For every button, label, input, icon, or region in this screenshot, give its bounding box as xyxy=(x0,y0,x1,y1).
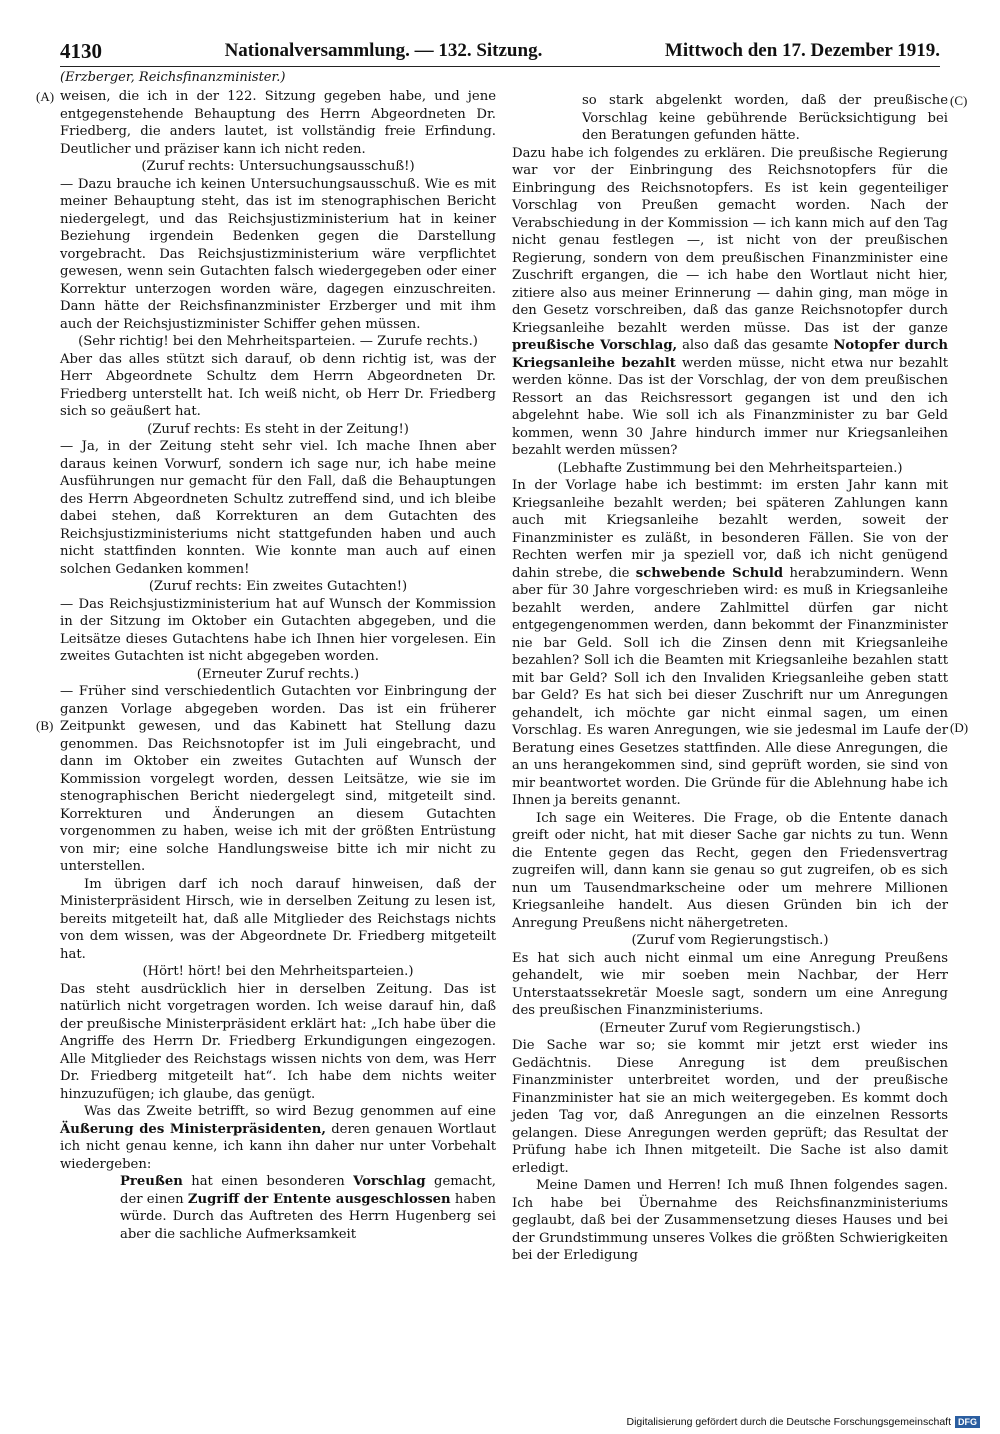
paragraph xyxy=(512,477,948,810)
paragraph: — Dazu brauche ich keinen Untersuchungsausschuß. Wie es mit meiner Behauptung steht, das ist im stenographischen Bericht niedergelegt, und das Reichsjustizministerium hat in keiner Beziehung irgendein Bedenken gegen die Darstellung vorgebracht. Das Reichsjustizministerium wäre verpflichtet gewesen, wenn sein Gutachten falsch wiedergegeben oder einer Korrektur unterzogen worden wäre, dagegen einzuschreiten. Dann hätte der Reichsfinanzminister Erzberger und mit ihm auch der Reichsjustizminister Schiffer gehen müssen. xyxy=(60,176,496,332)
dfg-logo: DFG xyxy=(955,1416,980,1428)
margin-marker-d: (D) xyxy=(950,720,969,735)
digitization-credit xyxy=(626,1416,980,1428)
text-run: werden müsse, nicht etwa nur bezahlt werden könne. Das ist der Vorschlag, der von dem preußischen Ressort an das Reichsressort gegangen ist und den ich abgelehnt habe. Wie soll ich als Finanzminister zu bar Geld kommen, wenn 30 Jahre hindurch immer nur Kriegsanleihen bezahlt werden müssen? xyxy=(512,355,948,458)
text-run: Was das Zweite betrifft, so wird Bezug genommen auf eine xyxy=(84,1104,496,1119)
interjection: (Hört! hört! bei den Mehrheitsparteien.) xyxy=(142,964,414,979)
text-run: herabzumindern. Wenn aber für 30 Jahre vorgeschrieben wird: es muß in Kriegsanleihe bezahlt werden, andere Zahlmittel dürfen gar nicht entgegengenommen werden, dann bekommt der Finanzminister nie bar Geld. Soll ich die Zinsen denn mit Kriegsanleihe bezahlen? Soll ich die Beamten mit Kriegsanleihe bezahlen statt mit bar Geld? Soll ich den Invaliden Kriegsanleihe geben statt bar Geld? Es hat sich bei dieser Zuschrift nur um Anregungen gehandelt, ich möchte gar nicht einmal sagen, um einen Vorschlag. Es waren Anregungen, wie sie jedesmal im Laufe der Beratung eines Gesetzes stattfinden. Alle diese Anregungen, die an uns herangekommen sind, sind geprüft worden, sie sind von mir beantwortet worden. Die Gründe für die Ablehnung habe ich Ihnen ja bereits genannt. xyxy=(512,565,948,808)
interjection: (Lebhafte Zustimmung bei den Mehrheitsparteien.) xyxy=(557,460,903,476)
credit-text: Digitalisierung gefördert durch die Deutsche Forschungsgemeinschaft xyxy=(626,1416,951,1428)
margin-marker-b: (B) xyxy=(36,718,54,733)
margin-marker-c: (C) xyxy=(950,93,968,108)
paragraph xyxy=(512,145,948,460)
paragraph: — Ja, in der Zeitung steht sehr viel. Ich mache Ihnen aber daraus keinen Vorwurf, sondern ich sage nur, ich habe meine Ausführungen nur gemacht für den Fall, daß die Behauptungen des Herrn Abgeordneten Schultz zutreffend sind, und ich bleibe dabei stehen, daß Korrekturen an dem Gutachten des Reichsjustizministeriums nicht stattgefunden haben und auch nicht stattfinden konnten. Wie konnte man auch auf einen solchen Gedanken kommen! xyxy=(60,439,496,577)
header-title: Nationalversammlung. — 132. Sitzung. xyxy=(224,40,543,61)
text-run: gemacht, der einen xyxy=(120,1174,497,1207)
text-run: Dazu habe ich folgendes zu erklären. Die preußische Regierung war vor der Einbringung des Reichsnotopfers für die Einbringung des Reichsnotopfers. Es ist kein gegenteiliger Vorschlag von Preußen gemacht worden. Nach der Verabschiedung in der Kommission — ich kann mich auf den Tag nicht genau festlegen —, ist nicht von der preußischen Regierung, sondern von dem preußischen Finanzminister eine Zuschrift ergangen, die — ich habe den Wortlaut nicht hier, zitiere also aus meiner Erinnerung — dahin ging, man möge in den Gesetz vorschreiben, daß das ganze Reichsnotopfer durch Kriegsanleihe bezahlt werden müsse. Das ist der ganze xyxy=(512,145,948,336)
interjection: (Zuruf rechts: Untersuchungsausschuß!) xyxy=(141,159,415,174)
paragraph: Im übrigen darf ich noch darauf hinweisen, daß der Ministerpräsident Hirsch, wie in derselben Zeitung zu lesen ist, bereits mitgeteilt hat, daß alle Mitglieder des Reichstags nichts von dem wissen, was der Abgeordnete Dr. Friedberg mitgeteilt hat. xyxy=(60,876,496,962)
emphasis-text: Zugriff der Entente ausgeschlossen xyxy=(187,1191,451,1207)
emphasis-text: Preußen xyxy=(120,1174,183,1189)
interjection: (Erneuter Zuruf vom Regierungstisch.) xyxy=(599,1020,861,1036)
interjection: (Zuruf rechts: Es steht in der Zeitung!) xyxy=(147,421,409,437)
page-header xyxy=(60,36,940,67)
emphasis-text: Vorschlag xyxy=(353,1174,426,1189)
header-date: Mittwoch den 17. Dezember 1919. xyxy=(664,40,940,61)
interjection: (Zuruf rechts: Ein zweites Gutachten!) xyxy=(148,579,408,594)
paragraph: Meine Damen und Herren! Ich muß Ihnen folgendes sagen. Ich habe bei Übernahme des Reichsfinanzministeriums geglaubt, daß bei der Zusammensetzung dieses Hauses und bei der Grundstimmung unseres Volkes die größten Schwierigkeiten bei der Erledigung xyxy=(512,1178,948,1263)
interjection: (Erneuter Zuruf rechts.) xyxy=(196,666,360,682)
left-column xyxy=(60,88,496,1243)
paragraph: Aber das alles stützt sich darauf, ob denn richtig ist, was der Herr Abgeordnete Schultz dem Herrn Abgeordneten Dr. Friedberg unterstellt hat. Ich weiß nicht, ob Herr Dr. Friedberg sich so geäußert hat. xyxy=(60,351,496,419)
emphasis-text: schwebende Schuld xyxy=(635,565,784,581)
text-run: deren genauen Wortlaut ich nicht genau kenne, ich kann ihn daher nur unter Vorbehalt wiedergeben: xyxy=(60,1121,496,1172)
right-column xyxy=(512,92,948,1265)
margin-marker-a: (A) xyxy=(36,89,55,104)
paragraph: Es hat sich auch nicht einmal um eine Anregung Preußens gehandelt, wie mir soeben mein Nachbar, der Herr Unterstaatssekretär Moesle sagt, sondern um eine Anregung des preußischen Finanzministeriums. xyxy=(512,950,948,1018)
text-run: haben würde. Durch das Auftreten des Herrn Hugenberg sei aber die sachliche Aufmerksamkeit xyxy=(120,1191,496,1242)
paragraph: — Früher sind verschiedentlich Gutachten vor Einbringung der ganzen Vorlage abgegeben worden. Das ist ein früherer Zeitpunkt gewesen, und das Kabinett hat Stellung dazu genommen. Das Reichsnotopfer ist im Juli eingebracht, und dann im Oktober ein zweites Gutachten auf Wunsch der Kommission vorgelegt worden, dessen Leitsätze, wie sie im stenographischen Bericht niedergelegt sind, mitgeteilt sind. Korrekturen und Änderungen an diesem Gutachten vorgenommen zu haben, weise ich mit der größten Entrüstung von mir; eine solche Handlungsweise bitte ich mir nicht zu unterstellen. xyxy=(60,684,496,874)
text-run: also daß das gesamte xyxy=(677,338,834,353)
page-number: 4130 xyxy=(60,38,102,63)
paragraph: Das steht ausdrücklich hier in derselben Zeitung. Das ist natürlich nicht vorgetragen worden. Ich weise darauf hin, daß der preußische Ministerpräsident erklärt hat: „Ich habe über die Angriffe des Herrn Dr. Friedberg Erkundigungen eingezogen. Alle Mitglieder des Reichstags wissen nichts von dem, was Herr Dr. Friedberg mitgeteilt hat“. Ich habe dem nichts weiter hinzuzufügen; ich glaube, das genügt. xyxy=(60,981,496,1102)
paragraph: Die Sache war so; sie kommt mir jetzt erst wieder ins Gedächtnis. Diese Anregung ist dem preußischen Finanzminister unterbreitet worden, und der preußische Finanzminister hat sie an mich weitergegeben. Es kommt doch jeden Tag vor, daß Anregungen an die einzelnen Ressorts gelangen. Diese Anregungen werden geprüft; das Resultat der Prüfung habe ich Ihnen mitgeteilt. Die Sache ist also damit erledigt. xyxy=(512,1038,948,1176)
paragraph xyxy=(60,1103,496,1173)
paragraph: — Das Reichsjustizministerium hat auf Wunsch der Kommission in der Sitzung im Oktober ein Gutachten abgegeben, und die Leitsätze dieses Gutachtens habe ich Ihnen hier vorgelesen. Ein zweites Gutachten ist nicht abgegeben worden. xyxy=(60,596,496,664)
interjection: (Zuruf vom Regierungstisch.) xyxy=(631,933,829,948)
quotation xyxy=(60,1173,496,1243)
interjection: (Sehr richtig! bei den Mehrheitsparteien. — Zurufe rechts.) xyxy=(78,334,478,349)
speaker-label: (Erzberger, Reichsfinanzminister.) xyxy=(60,70,286,85)
text-run: hat einen besonderen xyxy=(182,1174,354,1189)
paragraph: weisen, die ich in der 122. Sitzung gegeben habe, und jene entgegenstehende Behauptung des Herrn Abgeordneten Dr. Friedberg, die anders lautet, ist vollständig freie Erfindung. Deutlicher und präziser kann ich nicht reden. xyxy=(60,89,496,157)
emphasis-text: preußische Vorschlag, xyxy=(512,338,678,353)
emphasis-text: Notopfer durch Kriegsanleihe bezahlt xyxy=(512,338,949,371)
paragraph: Ich sage ein Weiteres. Die Frage, ob die Entente danach greift oder nicht, hat mit dieser Sache gar nichts zu tun. Wenn die Entente gegen das Recht, gegen den Friedensvertrag zugreifen will, dann kann sie genau so gut zugreifen, ob es sich nun um Tausendmarkscheine oder um mehrere Millionen Kriegsanleihe handelt. Aus diesen Gründen bin ich der Anregung Preußens nicht nähergetreten. xyxy=(512,810,948,931)
text-run: In der Vorlage habe ich bestimmt: im ersten Jahr kann mit Kriegsanleihe bezahlt werden; bei späteren Zahlungen kann auch mit Kriegsanleihe bezahlt werden, soweit der Finanzminister es zuläßt, in besonderen Fällen. Sie von der Rechten werfen mir ja speziell vor, daß ich nicht genügend dahin strebe, die xyxy=(512,478,948,581)
quotation: so stark abgelenkt worden, daß der preußische Vorschlag keine gebührende Berücksichtigung bei den Beratungen gefunden hätte. xyxy=(582,93,948,143)
emphasis-text: Äußerung des Ministerpräsidenten, xyxy=(60,1121,326,1137)
